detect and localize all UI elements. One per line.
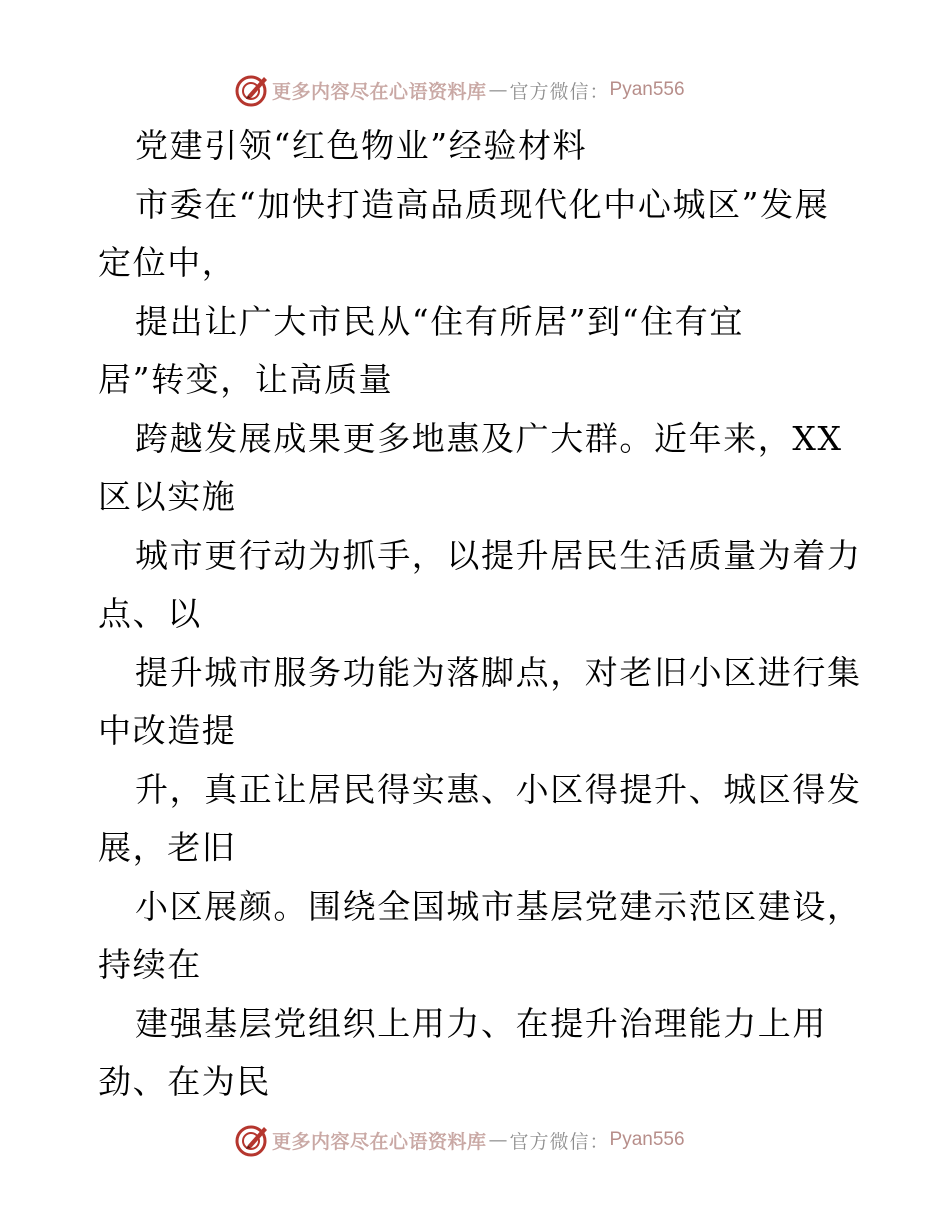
text-line: 提升城市服务功能为落脚点，对老旧小区进行集 (135, 653, 862, 692)
footer-watermark (234, 1122, 685, 1158)
text-line: 市委在“加快打造高品质现代化中心城区”发展 (135, 185, 830, 224)
text-line: 定位中， (98, 243, 237, 282)
header-watermark (234, 72, 685, 108)
text-line: 升，真正让居民得实惠、小区得提升、城区得发 (135, 770, 862, 809)
watermark-main-text: 更多内容尽在心语资料库 (272, 1130, 487, 1153)
text-line: 展，老旧 (98, 828, 237, 867)
text-line: 跨越发展成果更多地惠及广大群。近年来，XX (135, 419, 843, 458)
watermark-sub-text: 官方微信： (509, 1130, 610, 1153)
watermark-main-text: 更多内容尽在心语资料库 (272, 80, 487, 103)
text-line: 小区展颜。围绕全国城市基层党建示范区建设， (135, 887, 862, 926)
text-line: 建强基层党组织上用力、在提升治理能力上用 (135, 1004, 827, 1043)
text-line: 持续在 (98, 945, 202, 984)
text-line: 城市更行动为抓手，以提升居民生活质量为着力 (135, 536, 862, 575)
text-line: 中改造提 (98, 711, 237, 750)
document-title: 党建引领“红色物业”经验材料 (135, 126, 588, 165)
pen-logo-icon (234, 73, 268, 107)
text-line: 区以实施 (98, 477, 237, 516)
text-line: 点、以 (98, 594, 202, 633)
text-line: 居”转变，让高质量 (98, 360, 394, 399)
watermark-wechat-id: Pyan556 (609, 1129, 685, 1150)
watermark-dash: — (488, 79, 508, 101)
watermark-dash: — (488, 1129, 508, 1151)
watermark-sub-text: 官方微信： (509, 80, 610, 103)
pen-logo-icon (234, 1123, 268, 1157)
watermark-wechat-id: Pyan556 (609, 79, 685, 100)
text-line: 提出让广大市民从“住有所居”到“住有宜 (135, 302, 745, 341)
text-line: 劲、在为民 (98, 1062, 271, 1101)
